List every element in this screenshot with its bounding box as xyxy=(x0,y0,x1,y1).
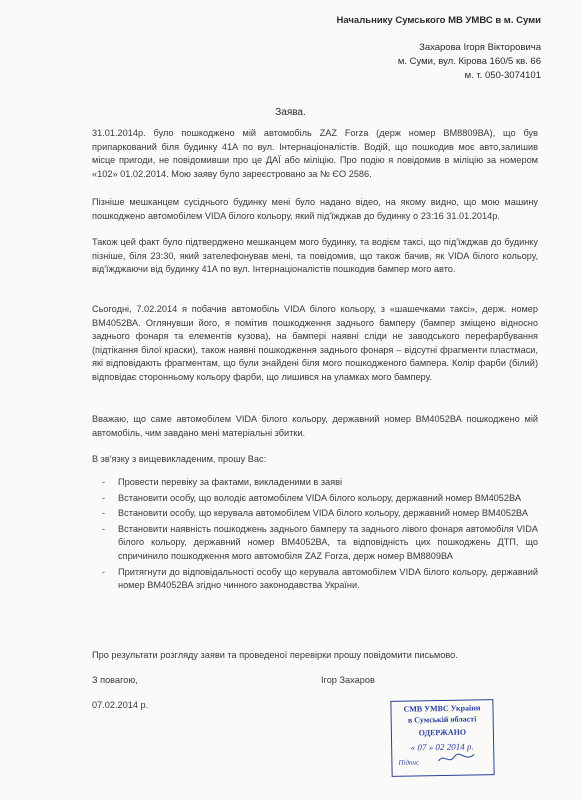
stamp-received: ОДЕРЖАНО xyxy=(418,727,467,738)
stamp-date: « 07 » 02 2014 р. xyxy=(410,741,474,753)
sender-phone: м. т. 050-3074101 xyxy=(464,70,541,81)
document-date: 07.02.2014 р. xyxy=(92,700,149,710)
registration-stamp xyxy=(390,699,494,777)
regards: З повагою, xyxy=(92,675,138,685)
list-item: - Притягнути до відповідальності особу що керувала автомобілем VIDA білого кольору, державний номер ВМ4052ВА згідно чинного законодавства України. xyxy=(102,566,538,591)
stamp-office: СМВ УМВС України xyxy=(403,703,481,714)
stamp-sign-label: Підпис xyxy=(398,758,420,767)
document-title: Заява. xyxy=(275,107,306,118)
paragraph-incident: 31.01.2014р. було пошкоджено мій автомобіль ZAZ Forza (держ номер ВМ8809ВА), що був припаркований біля будинку 41А по вул. Інтернаціоналістів. Водій, що пошкодив моє авто,залишив місце пригоди, не повідомивши про це ДАЇ або міліцію. Про подію я повідомив в міліцію за номером «102» 01.02.2014. Мою заяву було зареєстровано за № ЄО 2586. xyxy=(92,128,538,179)
closing-sentence: Про результати розгляду заяви та проведеної перевірки прошу повідомити письмово. xyxy=(92,650,458,660)
sender-address: м. Суми, вул. Кірова 160/5 кв. 66 xyxy=(397,56,541,67)
paragraph-request-intro: В зв'язку з вищевикладеним, прошу Вас: xyxy=(92,454,267,464)
addressee: Начальнику Сумського МВ УМВС в м. Суми xyxy=(336,15,541,26)
list-item: - Провести перевіку за фактами, викладеними в заяві xyxy=(102,477,343,487)
stamp-region: в Сумській області xyxy=(407,714,477,725)
paragraph-video: Пізніше мешканцем сусіднього будинку мені було надано відео, на якому видно, що мою машину пошкоджено автомобілем VIDA білого кольору, який під'їжджав до будинку о 23:16 31.01.2014р. xyxy=(92,197,538,221)
handwritten-signature xyxy=(436,750,476,765)
paragraph-conclusion: Вважаю, що саме автомобілем VIDA білого кольору, державний номер ВМ4052ВА пошкоджено мій автомобіль, чим завдано мені матеріальні збитки. xyxy=(92,414,538,438)
paragraph-witness: Також цей факт було підтверджено мешканцем мого будинку, та водієм таксі, що під'їжджав до будинку пізніше, біля 23:30, який зателефонував мені, та повідомив, що також бачив, як VIDA білого кольору, від'їжджаючи від будинку 41А по вул. Інтернаціоналістів пошкодив бампер мого авто. xyxy=(92,237,538,275)
list-item: - Встановити особу, що володіє автомобілем VIDA білого кольору, державний номер ВМ4052ВА xyxy=(102,492,521,503)
request-list xyxy=(92,476,538,593)
list-item: - Встановити наявність пошкоджень заднього бамперу та заднього лівого фонаря автомобіля VIDA білого кольору, державний номер ВМ4052ВА, та відповідність цих пошкоджень ДТП, що спричинило пошкодження мого автомобіля ZAZ Forza, держ номер ВМ8809ВА xyxy=(102,523,538,561)
sender-name: Захарова Ігоря Вікторовича xyxy=(419,42,541,53)
list-item: - Встановити особу, що керувала автомобілем VIDA білого кольору, державний номер ВМ4052ВА xyxy=(102,508,529,519)
signer-name: Ігор Захаров xyxy=(321,675,375,685)
paragraph-discovery: Сьогодні, 7.02.2014 я побачив автомобіль VIDA білого кольору, з «шашечками таксі», держ. номер ВМ4052ВА. Оглянувши його, я помітив пошкодження заднього бамперу (бампер зміщено відносно заднього фонаря та елементів кузова), на бампері наявні сліди не заводського перефарбування (підтікання білої краски), також наявні пошкодження заднього фонаря – відсутні фрагменти пластмаси, які відповідають фрагментам, що були знайдені біля мого пошкодженого бампера. Колір фарби (білий) відповідає сторонньому кольору фарби, що лишився на уламках мого бамперу. xyxy=(92,304,538,382)
